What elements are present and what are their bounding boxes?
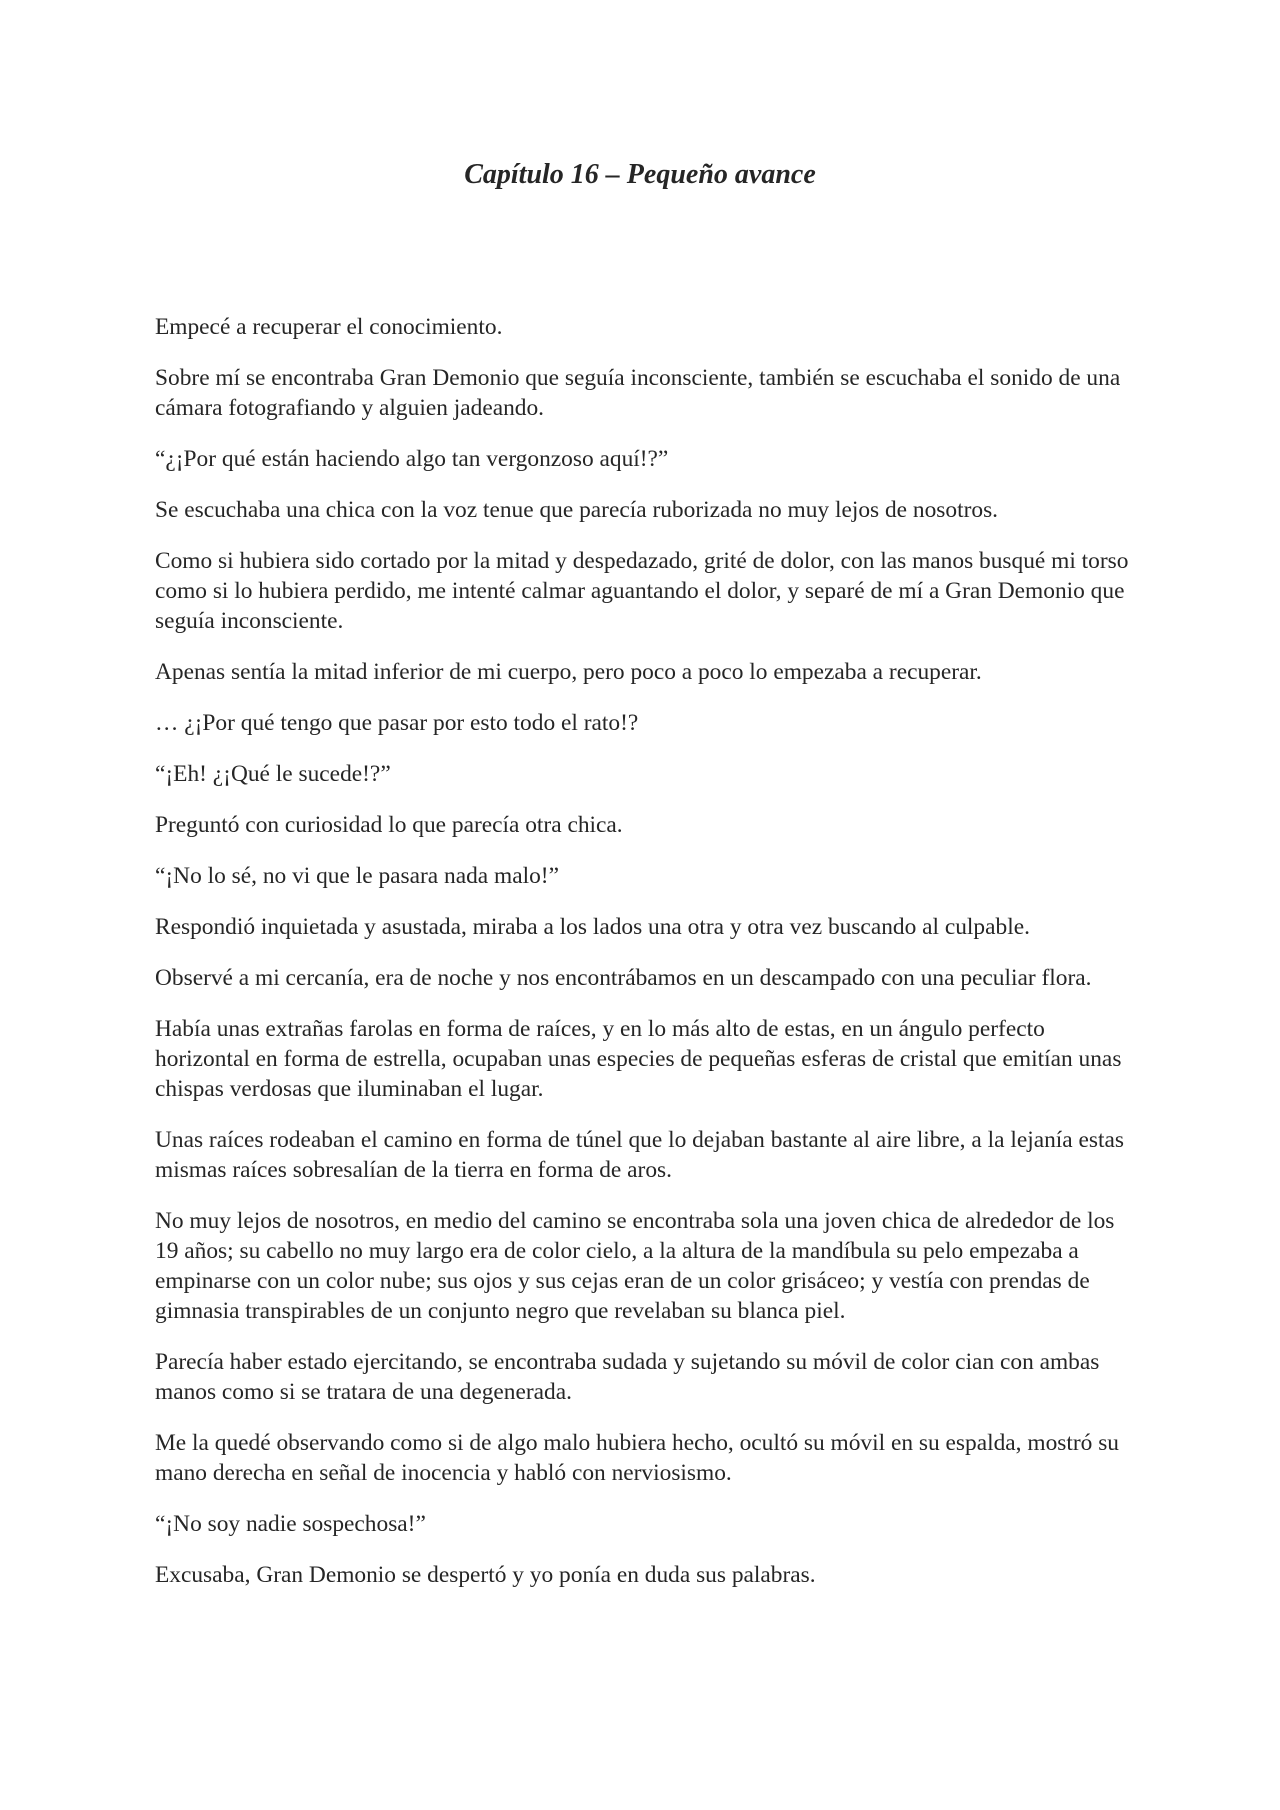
paragraph: … ¿¡Por qué tengo que pasar por esto todo el rato!? [155, 710, 639, 736]
paragraph: Preguntó con curiosidad lo que parecía otra chica. [155, 812, 623, 838]
paragraph: Empecé a recuperar el conocimiento. [155, 314, 503, 340]
paragraph: Respondió inquietada y asustada, miraba a los lados una otra y otra vez buscando al culpable. [155, 914, 1030, 940]
paragraph: “¡No lo sé, no vi que le pasara nada malo!” [155, 863, 559, 889]
paragraph: No muy lejos de nosotros, en medio del camino se encontraba sola una joven chica de alrededor de los 19 años; su cabello no muy largo era de color cielo, a la altura de la mandíbula su pelo empezaba a empinarse con un color nube; sus ojos y sus cejas eran de un color grisáceo; y vestía con prendas de gimnasia transpirables de un conjunto negro que revelaban su blanca piel. [155, 1208, 1115, 1324]
paragraph: “¡Eh! ¿¡Qué le sucede!?” [155, 761, 391, 787]
paragraph: Había unas extrañas farolas en forma de raíces, y en lo más alto de estas, en un ángulo perfecto horizontal en forma de estrella, ocupaban unas especies de pequeñas esferas de cristal que emitían unas chispas verdosas que iluminaban el lugar. [155, 1016, 1122, 1102]
paragraph: Apenas sentía la mitad inferior de mi cuerpo, pero poco a poco lo empezaba a recuperar. [155, 659, 982, 685]
chapter-body [155, 312, 1137, 1611]
paragraph: Parecía haber estado ejercitando, se encontraba sudada y sujetando su móvil de color cian con ambas manos como si se tratara de una degenerada. [155, 1349, 1100, 1405]
paragraph: Observé a mi cercanía, era de noche y nos encontrábamos en un descampado con una peculiar flora. [155, 965, 1092, 991]
paragraph: “¿¡Por qué están haciendo algo tan vergonzoso aquí!?” [155, 446, 669, 472]
paragraph: Excusaba, Gran Demonio se despertó y yo ponía en duda sus palabras. [155, 1562, 816, 1588]
paragraph: “¡No soy nadie sospechosa!” [155, 1511, 426, 1537]
paragraph: Se escuchaba una chica con la voz tenue que parecía ruborizada no muy lejos de nosotros. [155, 497, 999, 523]
paragraph: Sobre mí se encontraba Gran Demonio que seguía inconsciente, también se escuchaba el sonido de una cámara fotografiando y alguien jadeando. [155, 365, 1121, 421]
paragraph: Unas raíces rodeaban el camino en forma de túnel que lo dejaban bastante al aire libre, a la lejanía estas mismas raíces sobresalían de la tierra en forma de aros. [155, 1127, 1124, 1183]
paragraph: Me la quedé observando como si de algo malo hubiera hecho, ocultó su móvil en su espalda, mostró su mano derecha en señal de inocencia y habló con nerviosismo. [155, 1430, 1119, 1486]
paragraph: Como si hubiera sido cortado por la mitad y despedazado, grité de dolor, con las manos busqué mi torso como si lo hubiera perdido, me intenté calmar aguantando el dolor, y separé de mí a Gran Demonio que seguía inconsciente. [155, 548, 1129, 634]
chapter-title: Capítulo 16 – Pequeño avance [464, 159, 816, 190]
